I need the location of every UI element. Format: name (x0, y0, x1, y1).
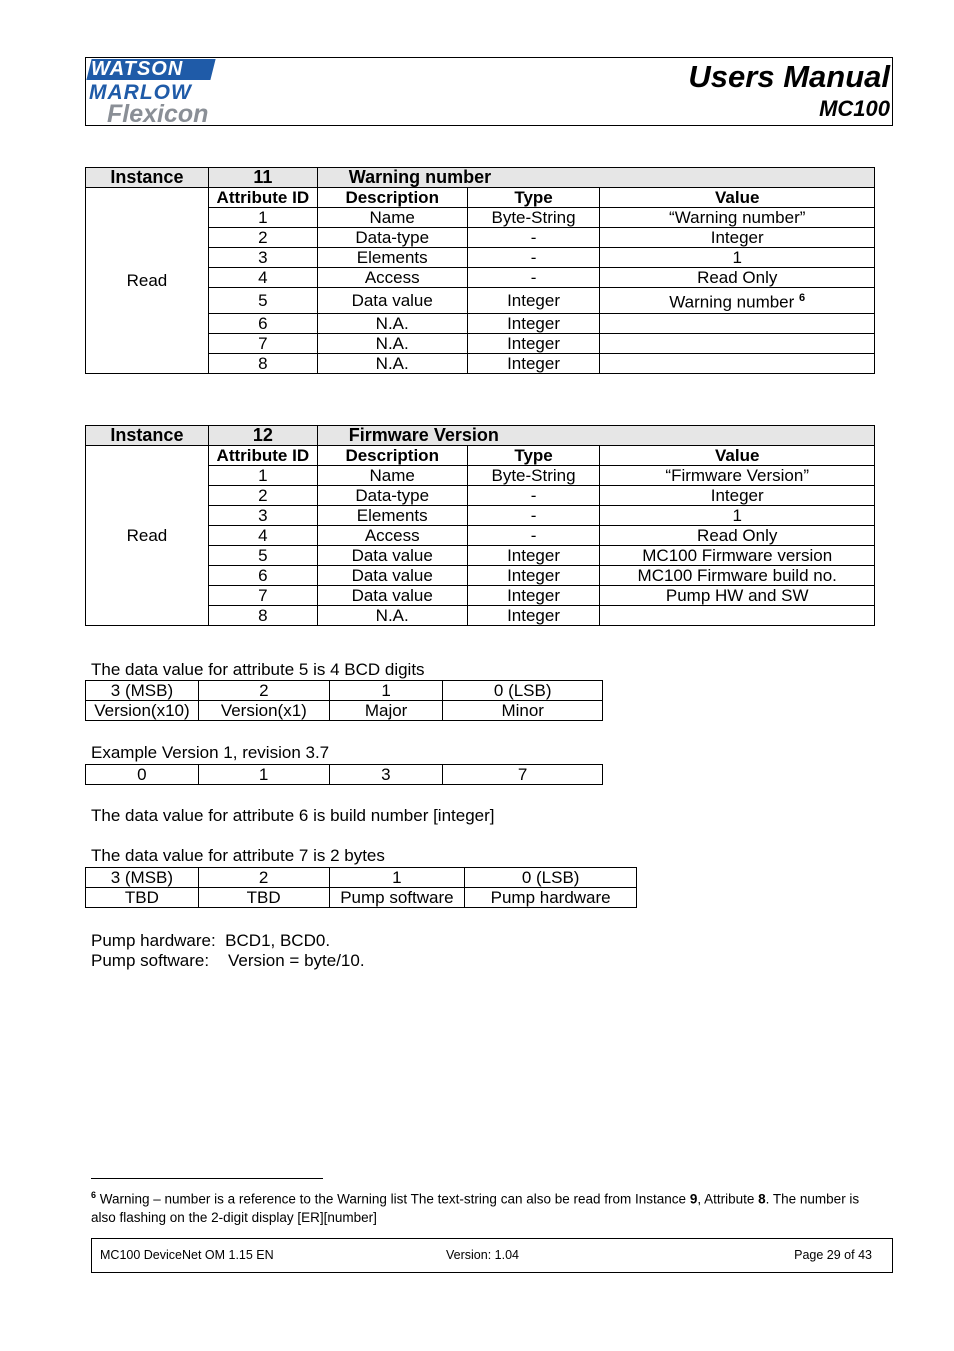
instance-number: 11 (208, 168, 317, 188)
cell: 2 (198, 681, 329, 701)
logo-watson: WATSON (91, 58, 184, 80)
cell: 1 (208, 466, 317, 486)
instance-name: Warning number (317, 168, 874, 188)
logo-marlow: MARLOW (89, 81, 192, 104)
footnote-text: Warning – number is a reference to the Warning list The text-string can also be read from Instance (96, 1191, 690, 1207)
footnote-number: 6 (91, 1190, 97, 1200)
cell: 4 (208, 268, 317, 288)
cell: Integer (467, 354, 600, 374)
instance-11-table (85, 167, 875, 374)
cell: Integer (467, 334, 600, 354)
cell: N.A. (317, 314, 467, 334)
instance-name: Firmware Version (317, 426, 874, 446)
cell: Byte-String (467, 208, 600, 228)
column-header: Description (317, 446, 467, 466)
cell: Access (317, 268, 467, 288)
cell: Pump hardware (465, 888, 637, 908)
cell (600, 288, 875, 314)
column-header: Type (467, 188, 600, 208)
attribute-7-table (85, 867, 637, 908)
cell: Integer (467, 546, 600, 566)
instance-12-table (85, 425, 875, 626)
cell (600, 354, 875, 374)
cell: - (467, 268, 600, 288)
footnote (91, 1186, 871, 1227)
cell: Data value (317, 586, 467, 606)
cell: 3 (208, 506, 317, 526)
cell: Integer (467, 314, 600, 334)
cell: 0 (LSB) (443, 681, 603, 701)
attribute-7-caption: The data value for attribute 7 is 2 bytes (91, 846, 385, 865)
footer-page-number: Page 29 of 43 (794, 1248, 872, 1262)
example-caption: Example Version 1, revision 3.7 (91, 743, 330, 762)
cell: Integer (600, 486, 875, 506)
cell: Data value (317, 288, 467, 314)
cell: “Firmware Version” (600, 466, 875, 486)
cell: 3 (MSB) (86, 868, 199, 888)
cell: Read Only (600, 526, 875, 546)
cell: - (467, 506, 600, 526)
column-header: Attribute ID (208, 188, 317, 208)
cell: 1 (329, 868, 465, 888)
cell: 5 (208, 288, 317, 314)
column-header: Value (600, 446, 875, 466)
cell: - (467, 486, 600, 506)
table-row (86, 765, 603, 785)
cell: Byte-String (467, 466, 600, 486)
cell (600, 334, 875, 354)
pump-software-note: Pump software: Version = byte/10. (91, 951, 365, 970)
footer-document-id: MC100 DeviceNet OM 1.15 EN (100, 1248, 274, 1262)
footnote-instance: 9 (689, 1191, 698, 1207)
cell: Read Only (600, 268, 875, 288)
cell: - (467, 228, 600, 248)
cell: Integer (467, 566, 600, 586)
company-logo (89, 58, 219, 128)
cell: Name (317, 208, 467, 228)
document-subtitle: MC100 (819, 96, 890, 121)
footnote-divider (91, 1178, 323, 1179)
access-cell: Read (86, 446, 209, 626)
cell: Integer (467, 606, 600, 626)
table-row (86, 701, 603, 721)
table-row (86, 868, 637, 888)
bcd-table (85, 680, 603, 721)
pump-hardware-note: Pump hardware: BCD1, BCD0. (91, 931, 331, 950)
instance-number: 12 (208, 426, 317, 446)
column-header: Value (600, 188, 875, 208)
instance-label: Instance (86, 426, 209, 446)
cell: 5 (208, 546, 317, 566)
footnote-text: . The number is also flashing on the 2-digit display [ER][number] (91, 1191, 860, 1225)
cell: 6 (208, 314, 317, 334)
cell (600, 606, 875, 626)
cell: - (467, 526, 600, 546)
example-table (85, 764, 603, 785)
cell: Version(x10) (86, 701, 199, 721)
cell: Data-type (317, 486, 467, 506)
cell: N.A. (317, 606, 467, 626)
cell: - (467, 248, 600, 268)
cell: 0 (86, 765, 199, 785)
cell: Data value (317, 566, 467, 586)
footnote-text: , Attribute (697, 1191, 759, 1207)
cell: MC100 Firmware version (600, 546, 875, 566)
footnote-attribute: 8 (758, 1191, 766, 1207)
cell: “Warning number” (600, 208, 875, 228)
cell: Elements (317, 248, 467, 268)
cell: 7 (208, 334, 317, 354)
cell (600, 314, 875, 334)
cell: Minor (443, 701, 603, 721)
cell: 7 (208, 586, 317, 606)
page-footer (91, 1238, 893, 1273)
cell: 7 (443, 765, 603, 785)
cell: 4 (208, 526, 317, 546)
column-header: Description (317, 188, 467, 208)
cell: 1 (600, 506, 875, 526)
instance-label: Instance (86, 168, 209, 188)
cell: 0 (LSB) (465, 868, 637, 888)
table-row (86, 888, 637, 908)
cell: 1 (329, 681, 443, 701)
access-cell: Read (86, 188, 209, 374)
cell: Major (329, 701, 443, 721)
cell: Data-type (317, 228, 467, 248)
cell: Version(x1) (198, 701, 329, 721)
cell: 6 (208, 566, 317, 586)
logo-flexicon: Flexicon (107, 100, 209, 128)
cell: Pump software (329, 888, 465, 908)
table-row (86, 681, 603, 701)
bcd-caption: The data value for attribute 5 is 4 BCD digits (91, 660, 425, 679)
cell: Integer (467, 586, 600, 606)
cell: 1 (198, 765, 329, 785)
document-title: Users Manual (688, 59, 890, 94)
cell: Integer (467, 288, 600, 314)
cell: 2 (208, 486, 317, 506)
cell: TBD (198, 888, 329, 908)
cell: 2 (198, 868, 329, 888)
column-header: Type (467, 446, 600, 466)
cell: Pump HW and SW (600, 586, 875, 606)
cell: 1 (600, 248, 875, 268)
cell: MC100 Firmware build no. (600, 566, 875, 586)
cell: 8 (208, 354, 317, 374)
cell: N.A. (317, 334, 467, 354)
cell: Data value (317, 546, 467, 566)
cell: TBD (86, 888, 199, 908)
cell: 3 (MSB) (86, 681, 199, 701)
footnote-ref: 6 (799, 292, 806, 305)
cell: 2 (208, 228, 317, 248)
footer-version: Version: 1.04 (446, 1248, 519, 1262)
column-header: Attribute ID (208, 446, 317, 466)
cell: 8 (208, 606, 317, 626)
cell: 1 (208, 208, 317, 228)
cell: Access (317, 526, 467, 546)
cell: Elements (317, 506, 467, 526)
attribute-6-text: The data value for attribute 6 is build number [integer] (91, 806, 495, 825)
cell: 3 (208, 248, 317, 268)
cell: Integer (600, 228, 875, 248)
cell-text: Warning number (669, 292, 795, 312)
cell: Name (317, 466, 467, 486)
cell: N.A. (317, 354, 467, 374)
cell: 3 (329, 765, 443, 785)
